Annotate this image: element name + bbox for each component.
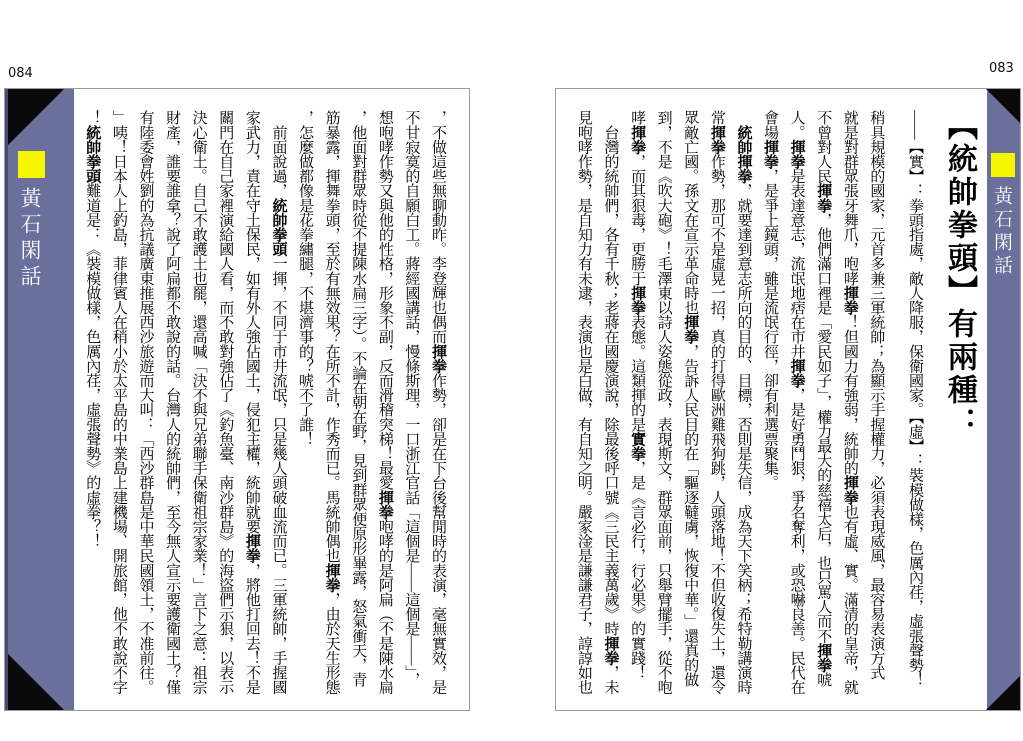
text-column: 財產，誰要誰拿？說了阿扁都不敢說的話。台灣人的統帥們，至今無人宣示要護衛國土？僅 <box>164 110 181 695</box>
page-083-text <box>570 110 978 712</box>
text-column: 到，不是《吹大砲》！毛澤東以詩人姿態從政，表現斯文，群眾面前，只舉臂擺手，從不咆 <box>655 110 672 695</box>
text-column: 前面說過，統帥拳頭一揮，不同于市井流氓，只是幾人頭破血流而已。三軍統帥，手握國 <box>270 110 287 695</box>
text-column: 家武力，責在守土保民，如有外人強佔國土，侵犯主權，統帥就要揮拳，將他打回去！不是 <box>243 110 260 695</box>
page-number-083: 083 <box>989 61 1014 76</box>
corner-fold-icon <box>986 89 1020 123</box>
text-column: 不曾對人民揮拳，他們滿口裡是「愛民如子」，權力最大的慈禧太后，也只罵人而不揮拳唬 <box>815 110 832 687</box>
page-083 <box>555 88 1021 711</box>
page-number-084: 084 <box>8 66 33 81</box>
text-column: 常揮拳作勢，那可不是虛晃一招，真的打得歐洲雞飛狗跳，人頭落地！不但收復失土，還令 <box>708 110 725 695</box>
chapter-sidebar-left <box>5 89 74 710</box>
corner-fold-icon <box>986 676 1020 710</box>
chapter-sidebar-right <box>987 89 1020 710</box>
corner-fold-icon <box>8 654 64 710</box>
text-column: 見咆哮作勢，是自知力有未逮，表演也是白做，有自知之明。嚴家淦是謙謙君子，諄諄如也 <box>575 110 592 695</box>
page-084-text <box>79 110 451 712</box>
text-column: ，他面對群眾時從不提陳水扁三字）。不論在朝在野，見到群眾便原形畢露，怒氣衝天，青 <box>350 110 367 687</box>
chapter-tab-marker <box>18 151 45 178</box>
text-column: 哮揮拳，而其狠毒，更勝于揮拳表態。這類揮的是實拳，是《言必行，行必果》的實踐！ <box>629 110 646 680</box>
article-subtitle: ——【實】：拳頭指處，敵人降服，保衛國家。【虛】：裝模做樣，色厲內荏，虛張聲勢！ <box>907 110 923 687</box>
page-084 <box>4 88 470 711</box>
corner-fold-icon <box>8 89 64 145</box>
text-column: 有陸委會姓劉的為抗議廣東推展西沙旅遊而大叫：「西沙群島是中華民國領土，不准前往。 <box>137 110 154 695</box>
text-column: 稍具規模的國家，元首多兼三軍統帥；為顯示手握權力，必須表現威風，最容易表演方式 <box>868 110 885 680</box>
text-column: ！統帥拳頭難道是：《裝模做樣，色厲內荏，虛張聲勢》的虛拳？！ <box>84 110 101 549</box>
text-column: 人。揮拳是表達意志，流氓地痞在市井揮拳，是好勇鬥狠，爭名奪利，或恐嚇良善。民代在 <box>788 110 805 695</box>
text-column: 會場揮拳，是爭上鏡頭，雖是流氓行徑，卻有利選票聚集。 <box>762 110 779 490</box>
chapter-tab-marker <box>991 153 1015 177</box>
text-column: 統帥揮拳，就要達到意志所向的目的、目標，否則是失信，成為天下笑柄；希特勒講演時 <box>735 124 752 695</box>
text-column: 不甘寂寞的自願白工。蔣經國講話，慢條斯理，一口浙江官話「這個是——這個是——」， <box>403 110 420 687</box>
text-column: 就是對群眾張牙舞爪，咆哮揮拳！但國力有強弱，統帥的揮拳也有虛、實。滿清的皇帝，就 <box>841 110 858 695</box>
article-title: 【統帥拳頭】有兩種： <box>943 110 976 440</box>
text-column: ，不做這些無聊動昨。李登輝也偶而揮拳作勢，卻是在下台後幫閒時的表演，毫無實效，是 <box>430 110 446 695</box>
text-column: 關門在自己家裡演給國人看，而不敢對強佔了《釣魚臺、南沙群島》的海盜們示狠，以表示 <box>217 110 234 695</box>
text-column: 眾敵亡國。孫文在宣示革命時也揮拳，告訴人民目的在「驅逐韃虜，恢復中華。」還真的做 <box>682 110 699 687</box>
text-column: 」咦！日本人上釣島，菲律賓人在稍小於太平島的中業島上建機場、開旅館，他不敢說不字 <box>110 110 127 695</box>
chapter-title: 黃石閑話 <box>18 187 42 291</box>
text-column: 決心衛土。自己不敢護土也罷，還高喊「決不與兄弟聯手保衛祖宗家業！」言下之意：祖宗 <box>190 110 207 695</box>
text-column: ，怎麼做都像是花拳繡腿，不堪濟事的？唬不了誰！ <box>297 110 314 446</box>
text-column: 想咆哮作勢又與他的性格，形象不副，反而滑稽突梯！最愛揮拳咆哮的是阿扁（不是陳水扁 <box>376 110 393 695</box>
text-column: 台灣的統帥們，各有千秋；老蔣在國慶演說，除最後呼口號《三民主義萬歲》時揮拳，未 <box>602 110 619 695</box>
chapter-title: 黃石閑話 <box>991 186 1012 278</box>
text-column: 筋暴露，揮舞拳頭，至於有無效果？在所不計，作秀而已。馬統帥偶也揮拳，由於天生形態 <box>323 110 340 695</box>
